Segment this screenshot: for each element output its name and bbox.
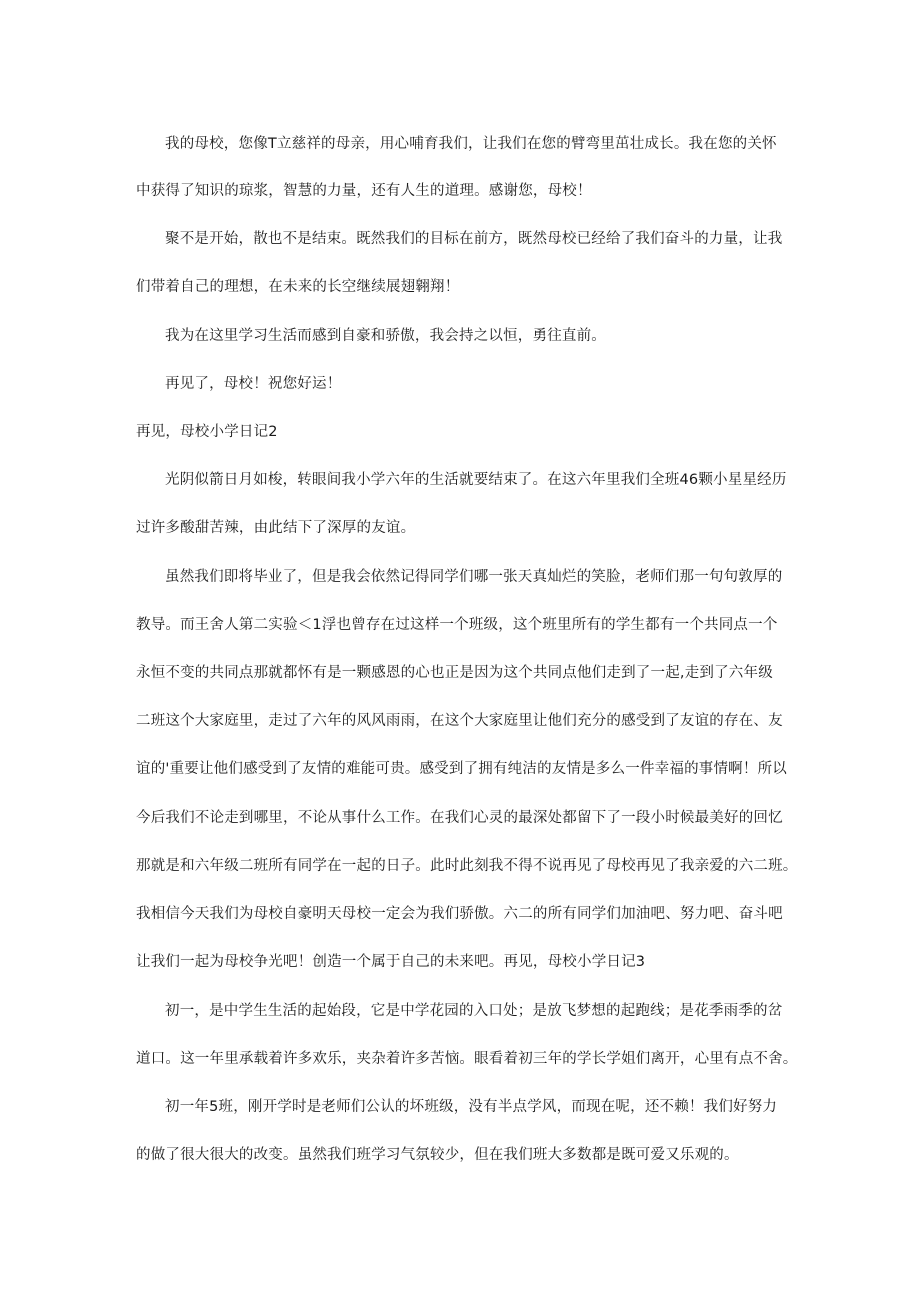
text-line: 谊的'重要让他们感受到了友情的难能可贵。感受到了拥有纯洁的友情是多么一件幸福的事情啊！所以 (136, 761, 787, 777)
text-line: 聚不是开始，散也不是结束。既然我们的目标在前方，既然母校已经给了我们奋斗的力量，让我 (165, 231, 783, 247)
section-heading: 再见，母校小学日记2 (136, 424, 278, 440)
text-line: 们带着自己的理想，在未来的长空继续展翅翱翔！ (136, 279, 460, 295)
text-line: 让我们一起为母校争光吧！创造一个属于自己的未来吧。再见，母校小学日记3 (136, 954, 646, 970)
text-line: 的做了很大很大的改变。虽然我们班学习气氛较少，但在我们班大多数都是既可爱又乐观的。 (136, 1147, 739, 1163)
text-line: 我的母校，您像T立慈祥的母亲，用心哺育我们，让我们在您的臂弯里茁壮成长。我在您的关怀 (165, 136, 777, 152)
text-line: 道口。这一年里承载着许多欢乐，夹杂着许多苦恼。眼看着初三年的学长学姐们离开，心里有点不舍。 (136, 1051, 798, 1067)
text-line: 虽然我们即将毕业了，但是我会依然记得同学们哪一张天真灿烂的笑脸，老师们那一句句敦厚的 (165, 569, 783, 585)
text-line: 二班这个大家庭里，走过了六年的风风雨雨，在这个大家庭里让他们充分的感受到了友谊的存在、友 (136, 713, 783, 729)
text-line: 中获得了知识的琼浆，智慧的力量，还有人生的道理。感谢您，母校！ (136, 183, 592, 199)
text-line: 永恒不变的共同点那就都怀有是一颗感恩的心也正是因为这个共同点他们走到了一起,走到了六年级 (136, 665, 773, 681)
text-line: 光阴似箭日月如梭，转眼间我小学六年的生活就要结束了。在这六年里我们全班46颗小星星经历 (165, 472, 787, 488)
text-line: 教导。而王舍人第二实验＜1浮也曾存在过这样一个班级，这个班里所有的学生都有一个共同点一个 (136, 617, 778, 633)
text-line: 过许多酸甜苦辣，由此结下了深厚的友谊。 (136, 520, 416, 536)
text-line: 初一年5班，刚开学时是老师们公认的坏班级，没有半点学风，而现在呢，还不赖！我们好努力 (165, 1099, 778, 1115)
text-line: 我相信今天我们为母校自豪明天母校一定会为我们骄傲。六二的所有同学们加油吧、努力吧、奋斗吧 (136, 906, 783, 922)
text-line: 我为在这里学习生活而感到自豪和骄傲，我会持之以恒，勇往直前。 (165, 328, 606, 344)
text-line: 再见了，母校！祝您好运！ (165, 376, 342, 392)
text-line: 初一，是中学生生活的起始段，它是中学花园的入口处；是放飞梦想的起跑线；是花季雨季的岔 (165, 1003, 783, 1019)
text-line: 那就是和六年级二班所有同学在一起的日子。此时此刻我不得不说再见了母校再见了我亲爱的六二班。 (136, 858, 798, 874)
text-line: 今后我们不论走到哪里，不论从事什么工作。在我们心灵的最深处都留下了一段小时候最美好的回忆 (136, 810, 783, 826)
